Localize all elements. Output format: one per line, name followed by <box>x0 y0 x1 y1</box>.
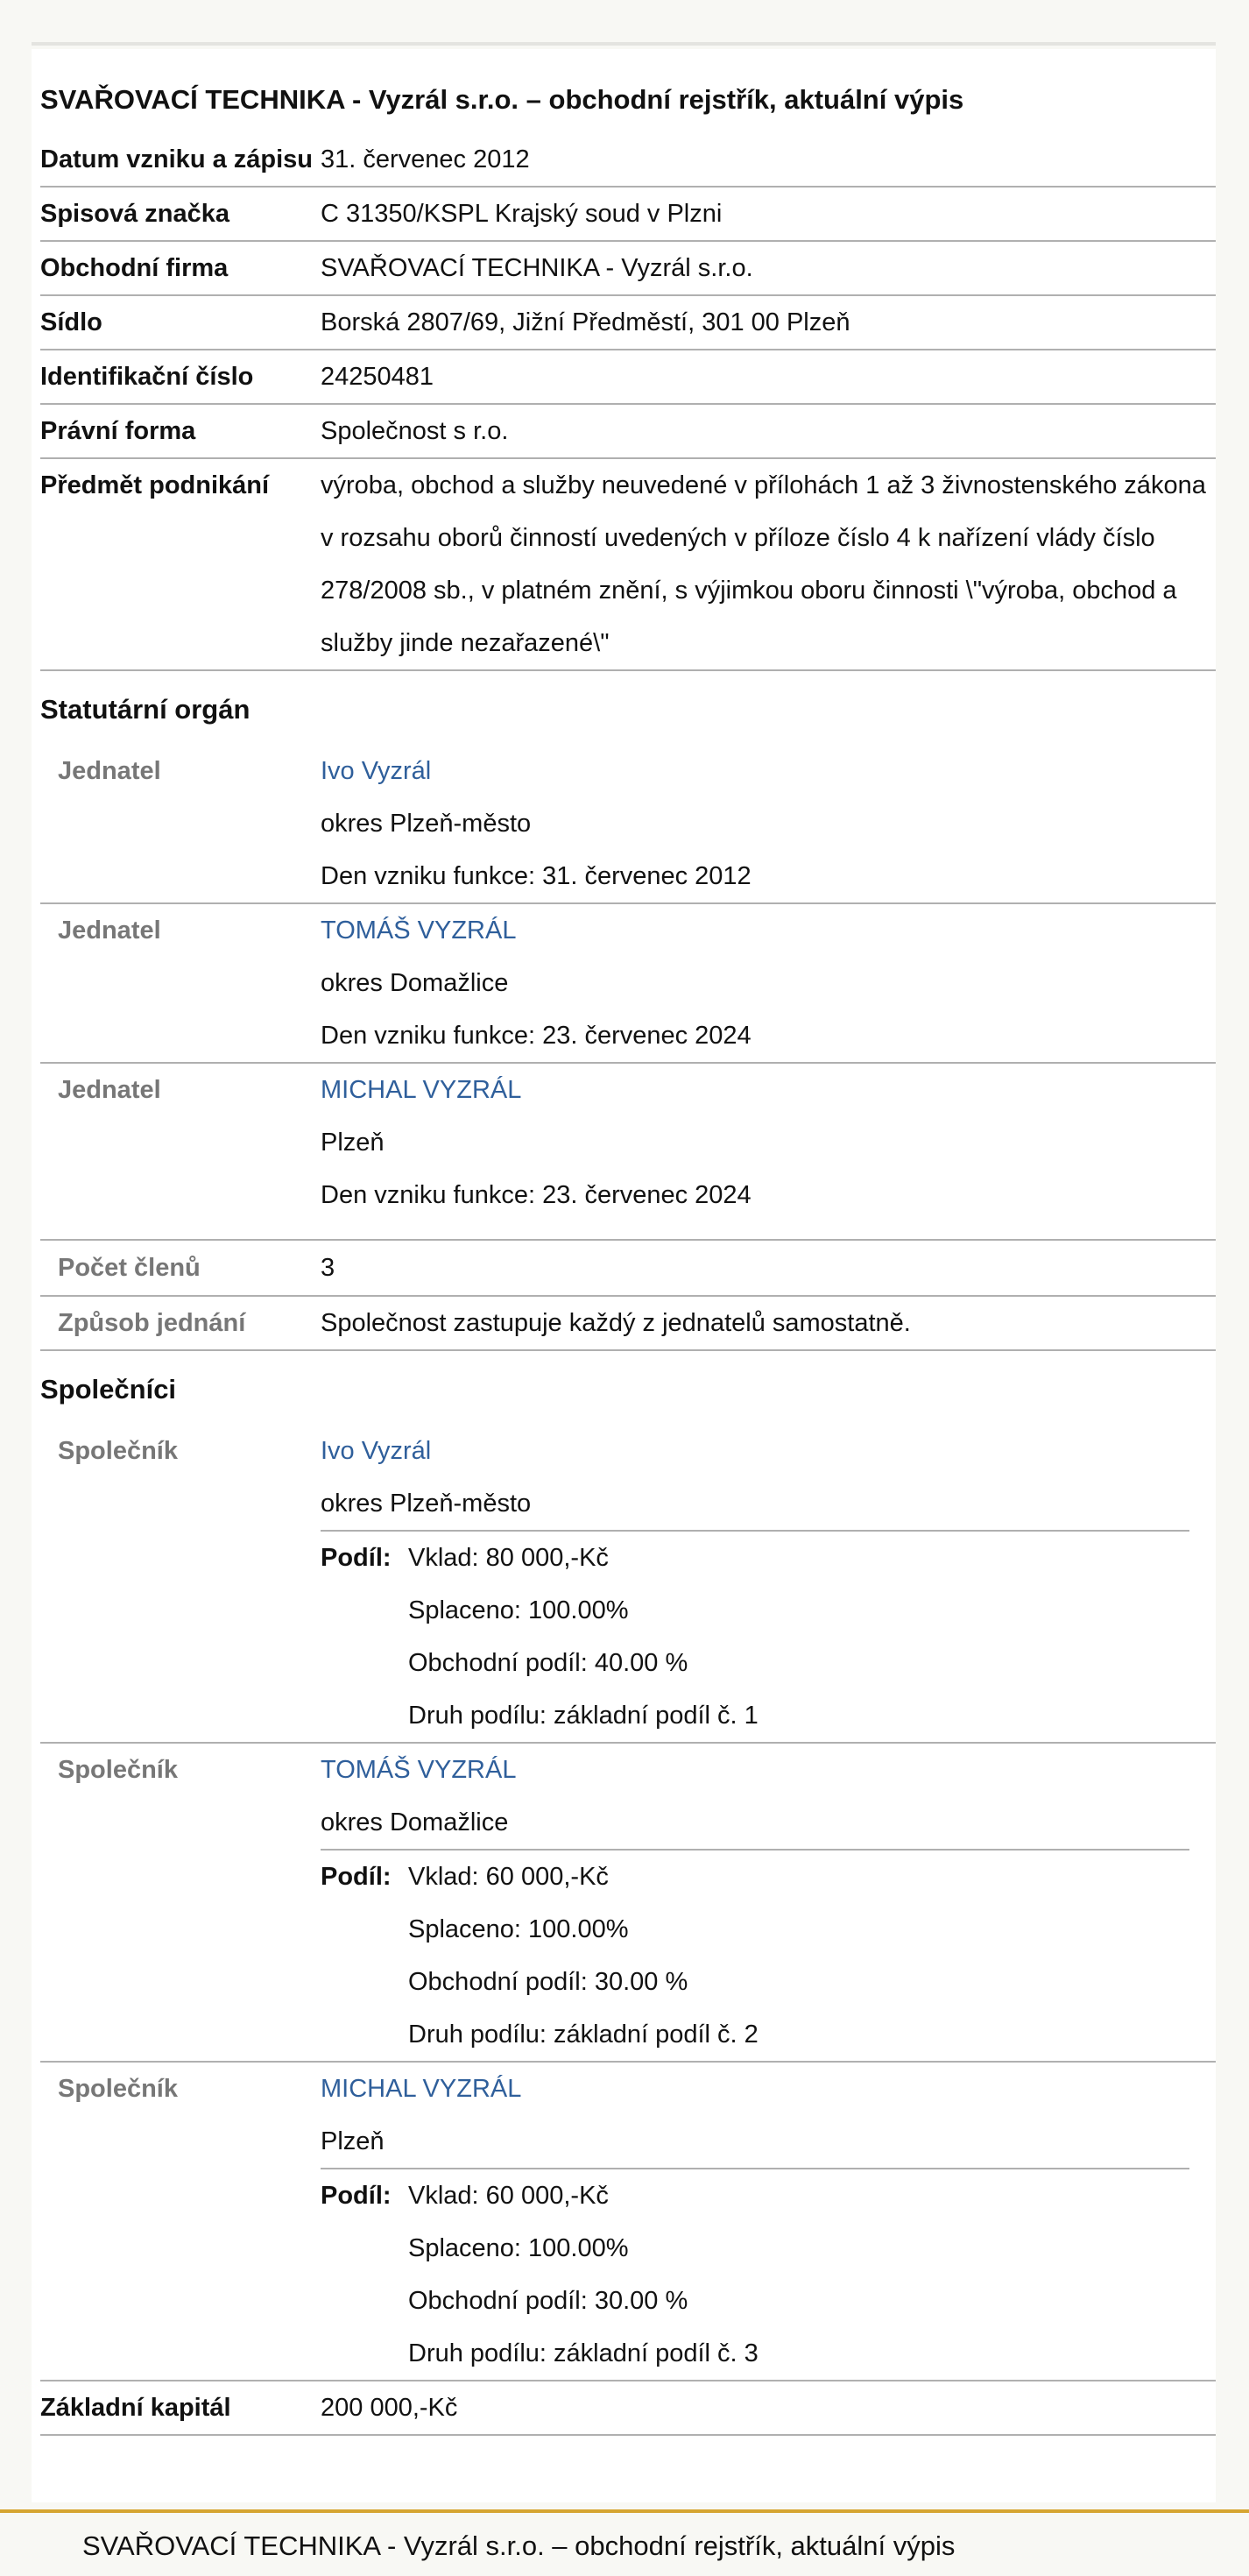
member-place: okres Plzeň-město <box>321 810 532 838</box>
share-paid: Splaceno: 100.00% <box>408 2234 629 2262</box>
row-label: Základní kapitál <box>40 2394 231 2422</box>
row-value: 24250481 <box>321 363 434 391</box>
row-value: Společnost s r.o. <box>321 417 509 445</box>
member-role: Jednatel <box>58 1076 161 1104</box>
share-percent: Obchodní podíl: 30.00 % <box>408 1968 688 1996</box>
row-label: Identifikační číslo <box>40 363 254 391</box>
partner-share <box>321 1849 1189 2061</box>
share-deposit: Vklad: 60 000,-Kč <box>408 2182 609 2210</box>
register-table <box>40 133 1216 2436</box>
row-value: Borská 2807/69, Jižní Předměstí, 301 00 Plzeň <box>321 308 850 336</box>
partner-role: Společník <box>58 1437 178 1465</box>
row-conduct <box>40 1297 1216 1351</box>
row-value: 3 <box>321 1254 335 1282</box>
row-label: Obchodní firma <box>40 254 229 282</box>
row-seat <box>40 296 1216 350</box>
partner-place: okres Plzeň-město <box>321 1490 532 1518</box>
partner-role: Společník <box>58 1756 178 1784</box>
row-label: Počet členů <box>58 1254 201 1282</box>
footer-title: SVAŘOVACÍ TECHNIKA - Vyzrál s.r.o. – obchodní rejstřík, aktuální výpis <box>82 2530 956 2561</box>
share-percent: Obchodní podíl: 30.00 % <box>408 2287 688 2315</box>
row-value: Společnost zastupuje každý z jednatelů samostatně. <box>321 1309 911 1337</box>
row-registered-capital <box>40 2381 1216 2436</box>
member-name-link[interactable]: Ivo Vyzrál <box>321 757 432 785</box>
register-extract-card <box>32 49 1216 2502</box>
partner-role: Společník <box>58 2075 178 2103</box>
footer-accent-line <box>0 2509 1249 2513</box>
statutory-member <box>40 1064 1216 1241</box>
member-role: Jednatel <box>58 757 161 785</box>
section-title-statutory: Statutární orgán <box>40 694 251 725</box>
top-divider <box>32 42 1216 46</box>
page-title: SVAŘOVACÍ TECHNIKA - Vyzrál s.r.o. – obchodní rejstřík, aktuální výpis <box>40 84 964 115</box>
share-paid: Splaceno: 100.00% <box>408 1915 629 1943</box>
row-founding-date <box>40 133 1216 188</box>
row-label: Předmět podnikání <box>40 471 270 499</box>
section-title-partners: Společníci <box>40 1374 177 1405</box>
member-name-link[interactable]: TOMÁŠ VYZRÁL <box>321 916 517 945</box>
member-role: Jednatel <box>58 916 161 945</box>
member-name-link[interactable]: MICHAL VYZRÁL <box>321 1076 522 1104</box>
share-deposit: Vklad: 60 000,-Kč <box>408 1863 609 1891</box>
member-place: okres Domažlice <box>321 969 509 997</box>
partner-share <box>321 2168 1189 2380</box>
share-deposit: Vklad: 80 000,-Kč <box>408 1544 609 1572</box>
share-label: Podíl: <box>321 1544 392 1572</box>
share-label: Podíl: <box>321 2182 392 2210</box>
member-place: Plzeň <box>321 1129 385 1157</box>
row-value: výroba, obchod a služby neuvedené v přílohách 1 až 3 živnostenského zákona v rozsahu oborů činností uvedených v příloze číslo 4 k nařízení vlády číslo 278/2008 sb., v platném znění, s výjimkou oboru činnosti \"výroba, obchod a služby jinde nezařazené\" <box>321 471 1206 657</box>
partner <box>40 1425 1216 1744</box>
row-file-number <box>40 188 1216 242</box>
row-id-number <box>40 350 1216 405</box>
row-value: 31. červenec 2012 <box>321 145 530 173</box>
row-member-count <box>40 1241 1216 1297</box>
partner-place: okres Domažlice <box>321 1808 509 1836</box>
row-value: SVAŘOVACÍ TECHNIKA - Vyzrál s.r.o. <box>321 254 753 282</box>
row-label: Datum vzniku a zápisu <box>40 145 314 173</box>
member-since: Den vzniku funkce: 23. červenec 2024 <box>321 1022 752 1050</box>
statutory-member <box>40 904 1216 1064</box>
member-since: Den vzniku funkce: 31. červenec 2012 <box>321 862 752 890</box>
row-label: Spisová značka <box>40 200 229 228</box>
share-percent: Obchodní podíl: 40.00 % <box>408 1649 688 1677</box>
partner-name-link[interactable]: Ivo Vyzrál <box>321 1437 432 1465</box>
share-label: Podíl: <box>321 1863 392 1891</box>
row-business-subject <box>40 459 1216 671</box>
partner-name-link[interactable]: MICHAL VYZRÁL <box>321 2075 522 2103</box>
row-value: 200 000,-Kč <box>321 2394 458 2422</box>
partner <box>40 1744 1216 2063</box>
statutory-member <box>40 745 1216 904</box>
share-kind: Druh podílu: základní podíl č. 2 <box>408 2020 759 2049</box>
partner-name-link[interactable]: TOMÁŠ VYZRÁL <box>321 1756 517 1784</box>
partner-place: Plzeň <box>321 2127 385 2155</box>
row-value: C 31350/KSPL Krajský soud v Plzni <box>321 200 723 228</box>
share-paid: Splaceno: 100.00% <box>408 1596 629 1624</box>
share-kind: Druh podílu: základní podíl č. 1 <box>408 1702 759 1730</box>
row-legal-form <box>40 405 1216 459</box>
row-label: Způsob jednání <box>58 1309 246 1337</box>
partner <box>40 2063 1216 2381</box>
row-label: Právní forma <box>40 417 196 445</box>
partner-share <box>321 1530 1189 1742</box>
member-since: Den vzniku funkce: 23. červenec 2024 <box>321 1181 752 1209</box>
row-label: Sídlo <box>40 308 102 336</box>
row-business-name <box>40 242 1216 296</box>
share-kind: Druh podílu: základní podíl č. 3 <box>408 2339 759 2367</box>
